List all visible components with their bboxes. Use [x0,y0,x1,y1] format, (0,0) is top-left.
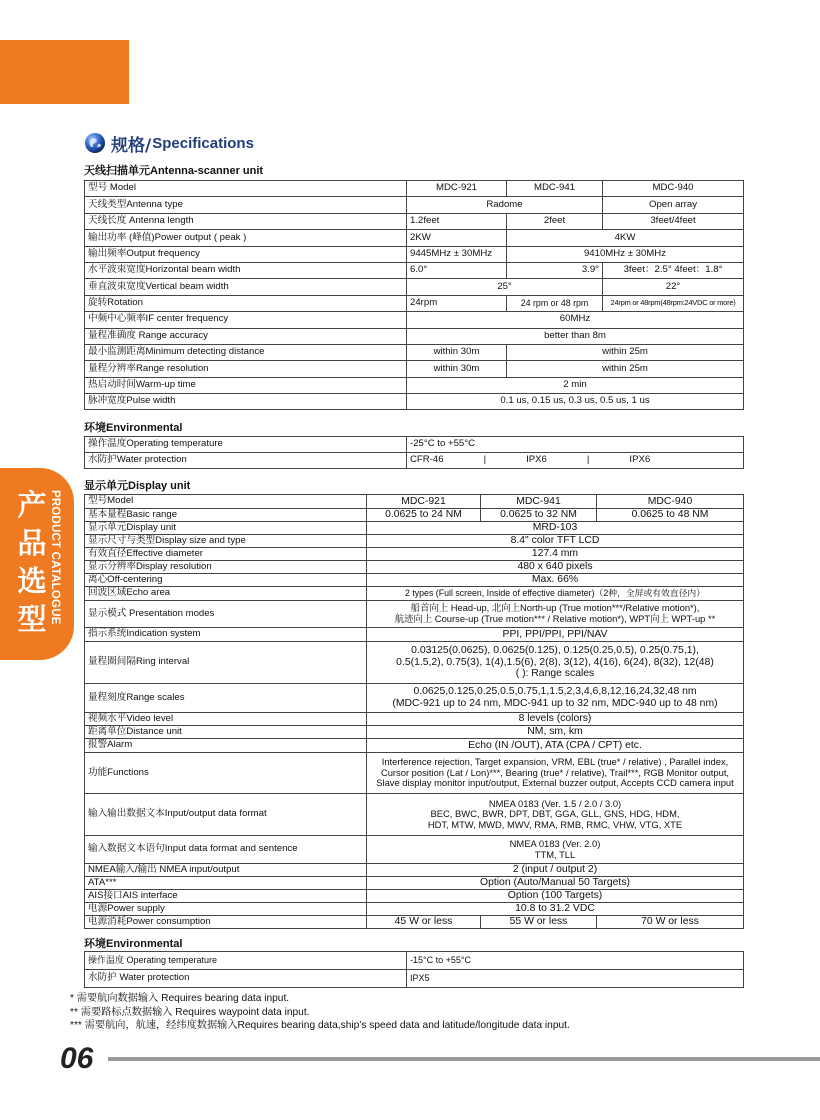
table-row [85,642,744,684]
cell: PPI, PPI/PPI, PPI/NAV [367,628,744,642]
table-row [85,753,744,794]
environmental-table-1 [84,436,744,469]
row-label: ATA*** [85,877,367,890]
row-label: 型号 Model [85,181,407,197]
table-row [85,181,744,197]
cell [367,642,744,684]
cell [367,684,744,713]
cell: 8.4" color TFT LCD [367,535,744,548]
antenna-spec-table [84,180,744,410]
row-label: 输入输出数据文本Input/output data format [85,794,367,836]
cell: 55 W or less [481,916,597,929]
row-label: 功能Functions [85,753,367,794]
row-label: 显示分辨率Display resolution [85,561,367,574]
table-row [85,836,744,864]
water-v1: CFR-46 [410,454,444,466]
row-label: AIS接口AIS interface [85,890,367,903]
footnote: ** 需要路标点数据输入 Requires waypoint data input. [70,1006,310,1018]
cell: 3feet/4feet [603,213,744,229]
row-label: 电源Power supply [85,903,367,916]
cell: 2feet [507,213,603,229]
corner-accent-block [0,40,129,104]
cell: better than 8m [407,328,744,344]
table-row [85,739,744,753]
table-row [85,394,744,410]
row-label: 显示尺寸与类型Display size and type [85,535,367,548]
cell: 60MHz [407,312,744,328]
footer-rule [108,1057,820,1061]
cell-line: 船首向上 Head-up, 北向上North-up (True motion***/Relative motion*), [410,602,700,614]
table-row [85,561,744,574]
row-label: 最小监测距离Minimum detecting distance [85,344,407,360]
table-row [85,522,744,535]
table-row [85,628,744,642]
cell: 0.0625 to 48 NM [597,509,744,522]
cell [367,753,744,794]
row-label: 显示模式 Presentation modes [85,601,367,628]
table-row [85,970,744,988]
cell: MDC-941 [507,181,603,197]
environmental-section-title-2: 环境Environmental [84,938,183,950]
cell-line: NMEA 0183 (Ver. 1.5 / 2.0 / 3.0) [488,797,622,809]
cell: 24 rpm or 48 rpm [507,295,603,311]
table-row [85,587,744,601]
cell: 8 levels (colors) [367,713,744,726]
cell-line: 0.5(1.5,2), 0.75(3), 1(4),1.5(6), 2(8), 3(12), 4(16), 6(24), 8(32), 12(48) [396,656,714,668]
table-row [85,262,744,278]
footnote: *** 需要航向，航速，经纬度数据输入Requires bearing data,ship’s speed data and latitude/longitude data input. [70,1020,570,1031]
table-row [85,684,744,713]
side-char: 品 [17,526,47,560]
row-label: 水防护 Water protection [85,970,407,988]
row-label: 输出功率 (峰值)Power output ( peak ) [85,230,407,246]
row-label: 输出频率Output frequency [85,246,407,262]
cell: MRD-103 [367,522,744,535]
table-row [85,246,744,262]
row-label: 基本量程Basic range [85,509,367,522]
side-char: 型 [17,602,47,636]
row-label: 量程分辨率Range resolution [85,361,407,377]
table-row [85,890,744,903]
cell: Echo (IN /OUT), ATA (CPA / CPT) etc. [367,739,744,753]
cell: NM, sm, km [367,726,744,739]
table-row [85,903,744,916]
cell-line: Interference rejection, Target expansion, VRM, EBL (true* / relative) , Parallel index, [381,756,729,768]
table-row [85,952,744,970]
row-label: 电源消耗Power consumption [85,916,367,929]
antenna-section-title: 天线扫描单元Antenna-scanner unit [84,165,264,177]
side-char: 产 [17,488,47,522]
row-label: 指示系统Indication system [85,628,367,642]
table-row [85,535,744,548]
table-row [85,713,744,726]
cell: 9445MHz ± 30MHz [407,246,507,262]
row-label: 距离单位Distance unit [85,726,367,739]
row-label: 离心Off-centering [85,574,367,587]
footnote: * 需要航向数据输入 Requires bearing data input. [70,993,290,1004]
cell: MDC-921 [367,495,481,509]
table-row [85,864,744,877]
cell: 6.0° [407,262,507,278]
cell [367,601,744,628]
cell: 2 types (Full screen, Inside of effective diameter)（2种，全屏或有效直径内） [367,587,744,601]
water-v3: IPX6 [629,454,651,466]
row-label: 视频水平Video level [85,713,367,726]
specifications-heading [84,130,254,156]
row-label: 操作温度Operating temperature [85,437,407,453]
cell: IPX5 [407,970,744,988]
row-label: 操作温度 Operating temperature [85,952,407,970]
cell: -25°C to +55°C [407,437,744,453]
row-label: 垂直波束宽度Vertical beam width [85,279,407,295]
cell: MDC-940 [603,181,744,197]
cell-line: 航迹向上 Course-up (True motion*** / Relative motion*), WPT向上 WPT-up ** [394,613,716,624]
cell: MDC-921 [407,181,507,197]
display-section-title: 显示单元Display unit [84,480,191,492]
environmental-table-2 [84,951,744,988]
table-row [85,197,744,213]
row-label: 量程圈间隔Ring interval [85,642,367,684]
cell: within 25m [507,344,744,360]
side-tab-cn [14,486,50,638]
row-label: 热启动时间Warm-up time [85,377,407,393]
cell: 480 x 640 pixels [367,561,744,574]
row-label: 量程刻度Range scales [85,684,367,713]
heading-cn: 规格/ [111,135,152,156]
cell: 4KW [507,230,744,246]
cell-line: Slave display monitor input/output, External buzzer output, Accepts CCD camera input [376,777,734,789]
row-label: 天线长度 Antenna length [85,213,407,229]
row-label: 量程准确度 Range accuracy [85,328,407,344]
cell: 10.8 to 31.2 VDC [367,903,744,916]
table-row [85,453,744,469]
side-char: 选 [17,564,47,598]
row-label: 水平波束宽度Horizontal beam width [85,262,407,278]
table-row [85,344,744,360]
cell: Open array [603,197,744,213]
cell-line: Cursor position (Lat / Lon)***, Bearing (true* / relative), Trail***, RGB Monitor output, [380,766,730,778]
footnotes [70,992,570,1033]
cell: within 25m [507,361,744,377]
row-label: 型号Model [85,495,367,509]
row-label: 输入数据文本语句Input data format and sentence [85,836,367,864]
table-row [85,437,744,453]
row-label: 报警Alarm [85,739,367,753]
cell: 3feet：2.5° 4feet：1.8° [603,262,744,278]
row-label: 旋转Rotation [85,295,407,311]
cell: MDC-940 [597,495,744,509]
cell: 45 W or less [367,916,481,929]
table-row [85,916,744,929]
table-row [85,377,744,393]
row-label: 中频中心频率IF center frequency [85,312,407,328]
cell: 127.4 mm [367,548,744,561]
cell-line: TTM, TLL [534,848,576,860]
table-row [85,295,744,311]
row-label: NMEA输入/输出 NMEA input/output [85,864,367,877]
display-spec-table [84,494,744,929]
table-row [85,601,744,628]
cell: 2KW [407,230,507,246]
cell [367,836,744,864]
cell: -15°C to +55°C [407,952,744,970]
cell-line: (MDC-921 up to 24 nm, MDC-941 up to 32 nm, MDC-940 up to 48 nm) [392,698,718,709]
cell: 24rpm [407,295,507,311]
cell [367,794,744,836]
cell: Max. 66% [367,574,744,587]
cell: 22° [603,279,744,295]
row-label: 水防护Water protection [85,453,407,469]
heading-en: Specifications [152,134,254,152]
cell: Option (Auto/Manual 50 Targets) [367,877,744,890]
cell: 24rpm or 48rpm(48rpm:24VDC or more) [603,295,744,311]
cell: 2 (input / output 2) [367,864,744,877]
cell-line: 0.03125(0.0625), 0.0625(0.125), 0.125(0.25,0.5), 0.25(0.75,1), [411,645,699,657]
table-row [85,495,744,509]
table-row [85,726,744,739]
cell: 0.1 us, 0.15 us, 0.3 us, 0.5 us, 1 us [407,394,744,410]
table-row [85,312,744,328]
table-row [85,361,744,377]
cell: 9410MHz ± 30MHz [507,246,744,262]
cell: 0.0625 to 32 NM [481,509,597,522]
cell: 2 min [407,377,744,393]
globe-icon [84,132,106,154]
cell: within 30m [407,361,507,377]
cell: Radome [407,197,603,213]
row-label: 天线类型Antenna type [85,197,407,213]
side-tab-en: PRODUCT CATALOGUE [49,490,61,625]
cell: within 30m [407,344,507,360]
row-label: 脉冲宽度Pulse width [85,394,407,410]
cell: MDC-941 [481,495,597,509]
cell: Option (100 Targets) [367,890,744,903]
water-v2: IPX6 [526,454,547,466]
cell-line: HDT, MTW, MWD, MWV, RMA, RMB, RMC, VHW, VTG, XTE [427,818,683,830]
page-number: 06 [60,1042,94,1075]
row-label: 有效直径Effective diameter [85,548,367,561]
cell: 25° [407,279,603,295]
cell: 1.2feet [407,213,507,229]
table-row [85,574,744,587]
cell-line: ( ): Range scales [515,668,595,680]
table-row [85,877,744,890]
table-row [85,509,744,522]
cell: CFR-46 | IPX6 | IPX6 [407,453,744,469]
environmental-section-title: 环境Environmental [84,422,183,434]
table-row [85,279,744,295]
table-row [85,230,744,246]
table-row [85,794,744,836]
cell-line: 0.0625,0.125,0.25,0.5,0.75,1,1.5,2,3,4,6,8,12,16,24,32,48 nm [413,686,697,698]
cell: 3.9° [507,262,603,278]
cell-line: BEC, BWC, BWR, DPT, DBT, GGA, GLL, GNS, HDG, HDM, [430,808,680,820]
cell: 0.0625 to 24 NM [367,509,481,522]
table-row [85,213,744,229]
table-row [85,328,744,344]
product-catalogue-tab [0,468,74,660]
table-row [85,548,744,561]
cell: 70 W or less [597,916,744,929]
cell-line: NMEA 0183 (Ver. 2.0) [509,837,601,849]
row-label: 显示单元Display unit [85,522,367,535]
row-label: 回波区域Echo area [85,587,367,601]
